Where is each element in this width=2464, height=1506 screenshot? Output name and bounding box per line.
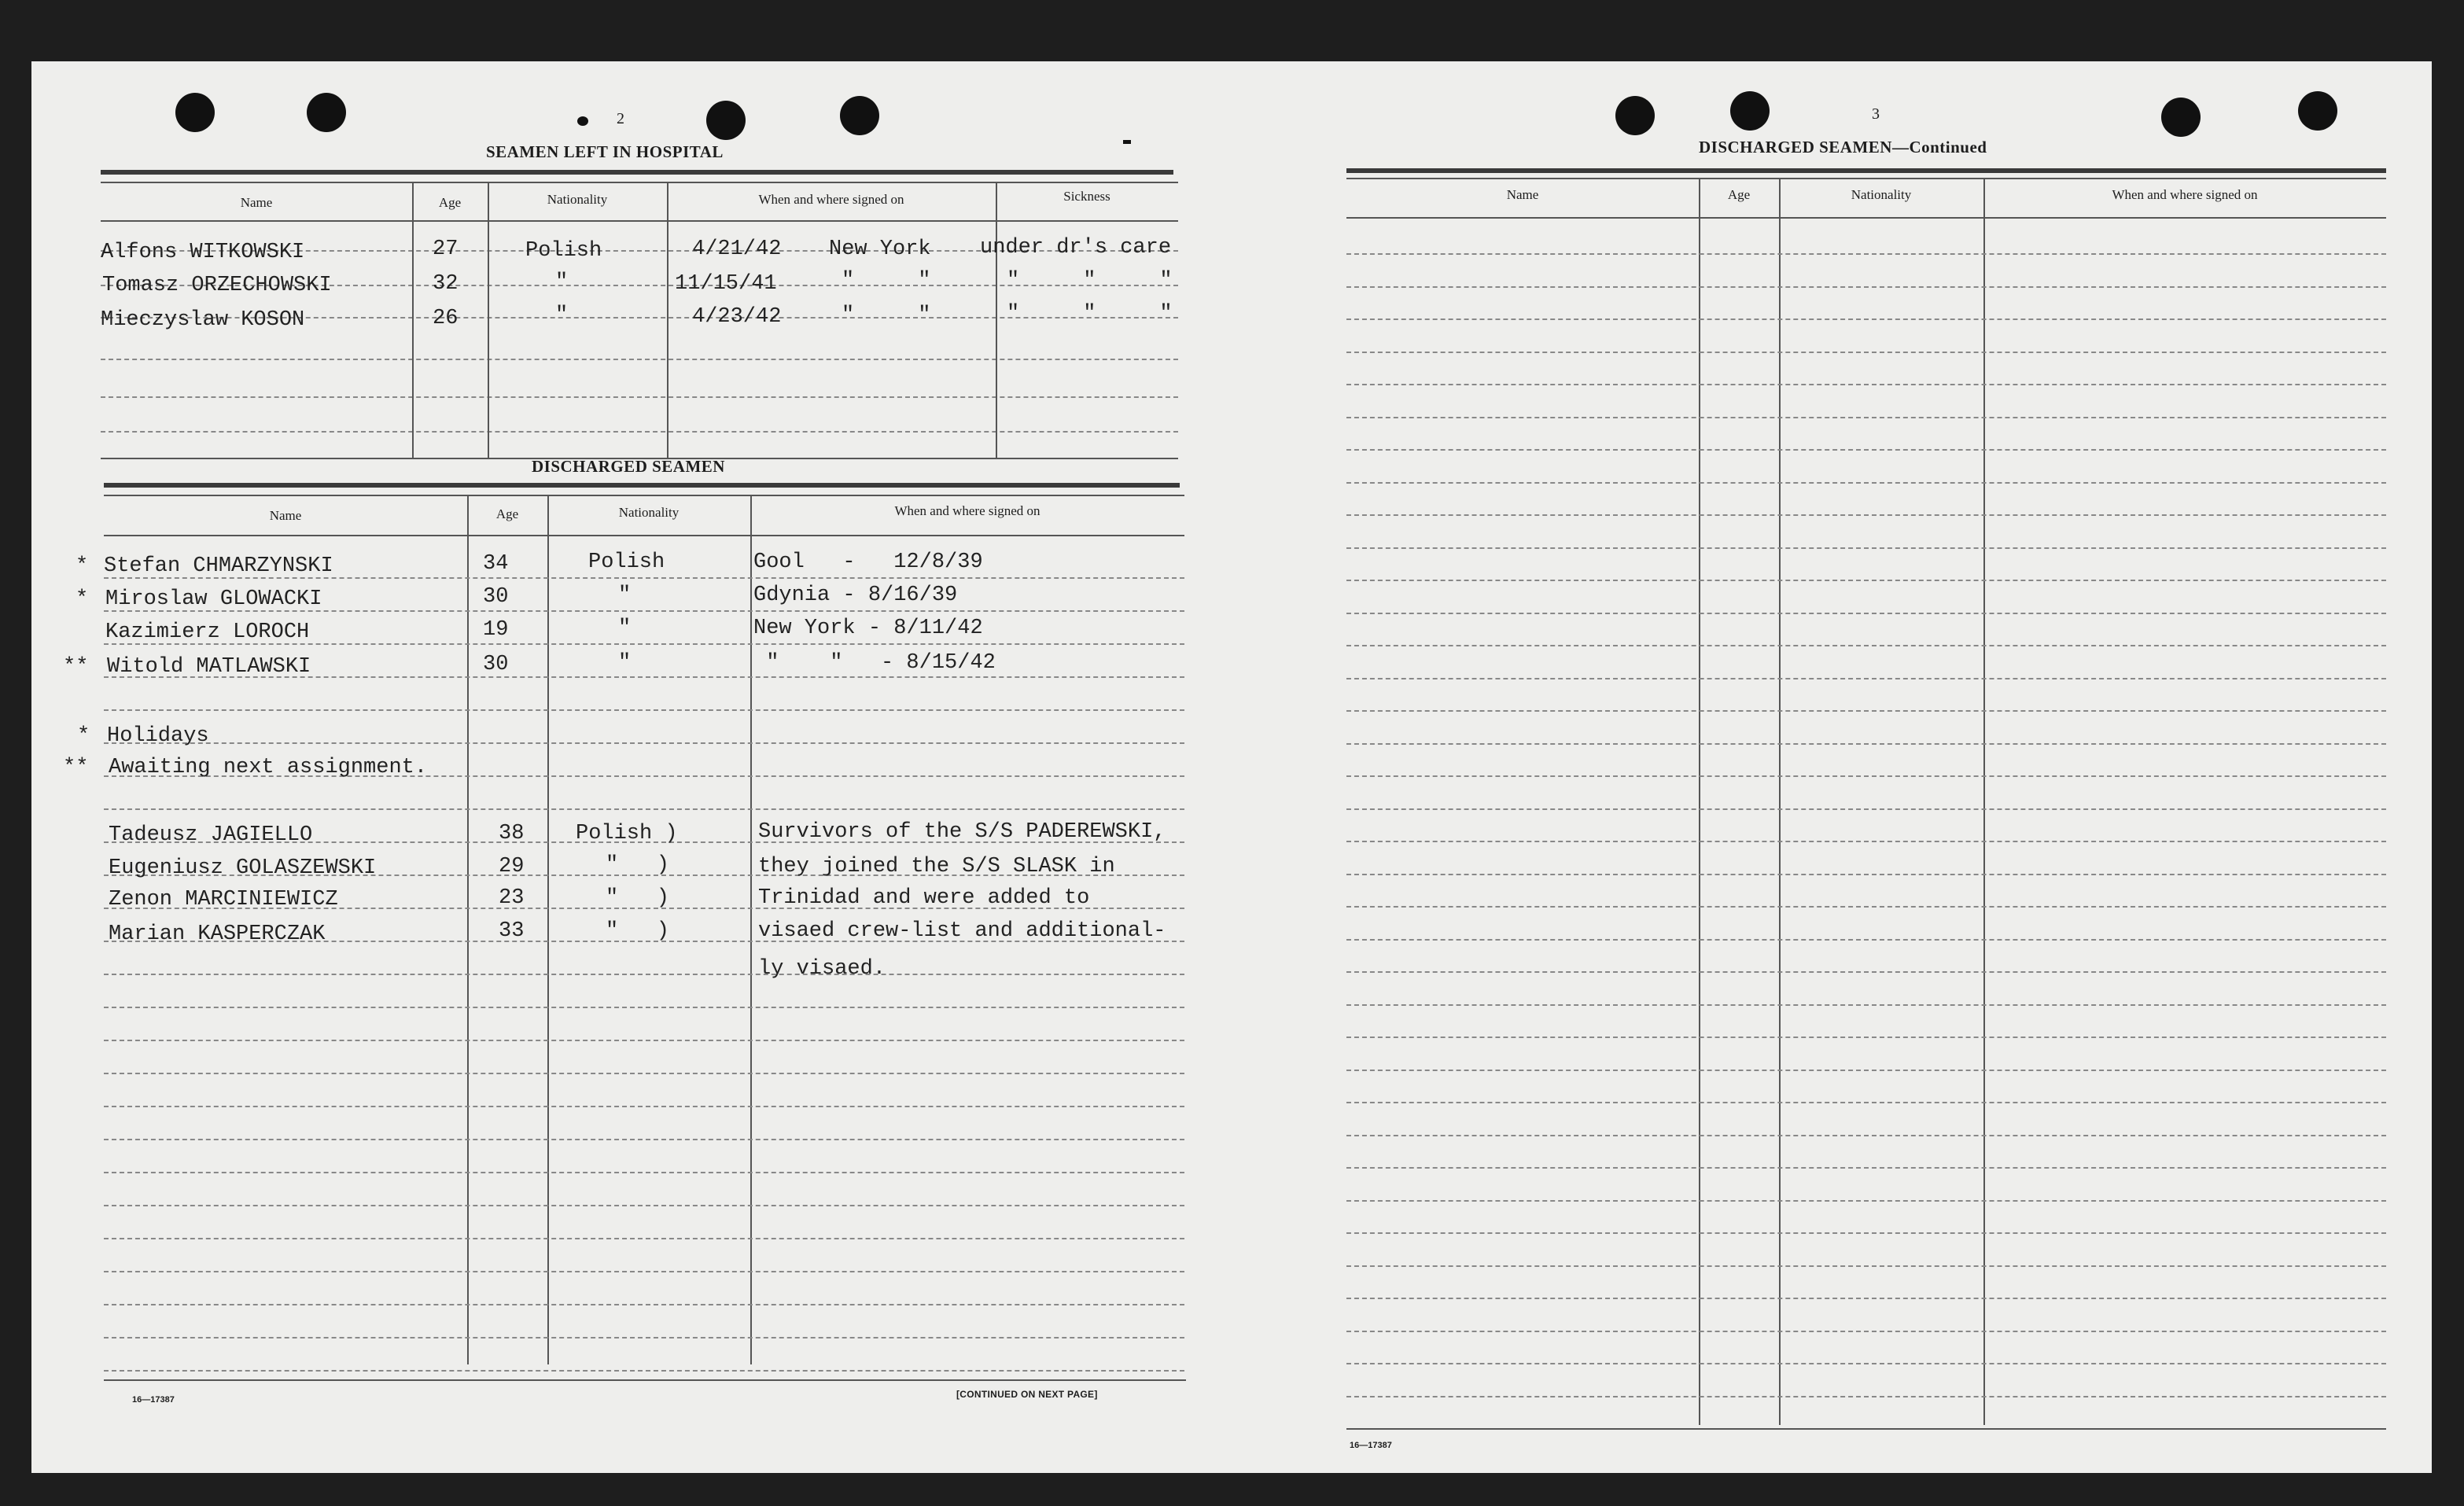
col-divider: [996, 182, 997, 459]
row-line: [1346, 971, 2386, 973]
footnote-mark: **: [63, 756, 89, 779]
hospital-age: 27: [433, 237, 459, 261]
col-divider: [488, 182, 489, 459]
row-line: [1346, 580, 2386, 581]
row-mark: *: [76, 554, 89, 578]
form-sheet: [31, 61, 2432, 1473]
discharged-signed-on: Gool - 12/8/39: [753, 550, 983, 574]
row-line: [1346, 743, 2386, 745]
row-line: [1346, 286, 2386, 288]
row-line: [101, 431, 1178, 433]
hospital-age: 26: [433, 307, 459, 330]
col-header-age: Age: [495, 506, 519, 521]
row-line: [1346, 906, 2386, 908]
row-line: [1346, 874, 2386, 875]
table-rule: [104, 535, 1184, 536]
hospital-sickness: under dr's care: [980, 236, 1172, 260]
col-header-signed-on: When and where signed on: [758, 192, 904, 207]
row-line: [104, 1304, 1184, 1305]
col-divider: [1779, 178, 1781, 1425]
table-top-rule: [1346, 168, 2386, 173]
hospital-nationality: ": [555, 304, 569, 327]
punch-hole: [1615, 96, 1655, 135]
hospital-place: New York: [829, 237, 931, 261]
col-header-age: Age: [1727, 187, 1751, 202]
col-divider: [750, 495, 752, 1364]
col-header-signed-on: When and where signed on: [894, 503, 1040, 518]
row-line: [101, 396, 1178, 398]
discharged-name: Stefan CHMARZYNSKI: [104, 554, 333, 578]
page-number: 2: [617, 110, 624, 127]
survivor-remark: Survivors of the S/S PADEREWSKI,: [758, 820, 1166, 844]
table-top-rule: [104, 483, 1180, 488]
survivor-nationality: " ): [606, 886, 670, 910]
punch-hole: [706, 101, 746, 140]
col-divider: [667, 182, 668, 459]
discharged-name: Kazimierz LOROCH: [105, 620, 310, 644]
punch-hole: [1730, 91, 1770, 131]
row-line: [1346, 449, 2386, 451]
ink-speck: [577, 116, 588, 126]
row-line: [1346, 1265, 2386, 1267]
row-line: [1346, 775, 2386, 777]
hospital-section-title: SEAMEN LEFT IN HOSPITAL: [486, 142, 724, 161]
table-bottom-rule: [1346, 1428, 2386, 1430]
discharged-signed-on: Gdynia - 8/16/39: [753, 584, 958, 607]
col-divider: [412, 182, 414, 459]
punch-hole: [840, 96, 879, 135]
hospital-name: Mieczyslaw KOSON: [101, 308, 305, 332]
row-mark: *: [76, 587, 89, 611]
row-line: [101, 359, 1178, 360]
survivor-name: Marian KASPERCZAK: [109, 922, 326, 946]
footnote-text: Holidays: [107, 724, 209, 748]
table-top-rule: [101, 170, 1173, 175]
row-line: [1346, 1167, 2386, 1169]
table-rule: [101, 220, 1178, 222]
hospital-sickness: " " ": [1007, 269, 1173, 293]
col-divider: [467, 495, 469, 1364]
row-line: [104, 1139, 1184, 1140]
row-line: [1346, 547, 2386, 549]
survivor-age: 33: [499, 919, 525, 943]
discharged-nationality: ": [618, 617, 632, 640]
hospital-name: Alfons WITKOWSKI: [101, 241, 305, 264]
row-line: [104, 1205, 1184, 1206]
hospital-nationality: Polish: [525, 239, 602, 263]
row-line: [1346, 1363, 2386, 1364]
col-divider: [1699, 178, 1700, 1425]
hospital-date: 11/15/41: [675, 272, 777, 296]
footnote-mark: *: [77, 724, 90, 748]
row-line: [1346, 319, 2386, 320]
punch-hole: [307, 93, 346, 132]
punch-hole: [2161, 98, 2201, 137]
survivor-name: Tadeusz JAGIELLO: [109, 823, 313, 847]
row-line: [1346, 1331, 2386, 1332]
row-line: [1346, 482, 2386, 484]
row-line: [1346, 1102, 2386, 1103]
footnote-text: Awaiting next assignment.: [109, 756, 428, 779]
row-line: [1346, 1070, 2386, 1071]
punch-hole: [2298, 91, 2337, 131]
hospital-name: Tomasz ORZECHOWSKI: [102, 274, 332, 297]
row-line: [1346, 1004, 2386, 1006]
hospital-sickness: " " ": [1007, 302, 1173, 326]
row-line: [104, 1238, 1184, 1239]
table-rule: [1346, 217, 2386, 219]
row-line: [1346, 1396, 2386, 1397]
row-line: [1346, 841, 2386, 842]
table-rule: [1346, 178, 2386, 179]
row-line: [104, 1337, 1184, 1338]
hospital-date: 4/23/42: [692, 305, 782, 329]
survivor-nationality: " ): [606, 919, 670, 943]
survivor-name: Zenon MARCINIEWICZ: [109, 888, 338, 911]
row-line: [104, 1172, 1184, 1173]
hospital-place: " ": [842, 269, 931, 293]
hospital-nationality: ": [555, 271, 569, 294]
table-bottom-rule: [104, 1379, 1186, 1381]
survivor-remark: visaed crew-list and additional-: [758, 919, 1166, 943]
col-header-name: Name: [240, 195, 273, 210]
row-line: [104, 709, 1184, 711]
survivor-remark: they joined the S/S SLASK in: [758, 855, 1115, 878]
discharged-name: Witold MATLAWSKI: [107, 655, 311, 679]
title-suffix: —Continued: [1891, 138, 1987, 156]
table-rule: [104, 495, 1184, 496]
row-line: [1346, 1232, 2386, 1234]
discharged-nationality: ": [618, 651, 632, 675]
row-line: [104, 1106, 1184, 1107]
title-main: DISCHARGED SEAMEN: [1699, 138, 1892, 156]
page-number: 3: [1872, 105, 1880, 123]
row-line: [104, 1040, 1184, 1041]
discharged-age: 34: [483, 552, 509, 576]
survivor-age: 38: [499, 822, 525, 845]
col-header-name: Name: [1506, 187, 1539, 202]
row-line: [104, 974, 1184, 975]
hospital-age: 32: [433, 272, 459, 296]
survivor-nationality: Polish ): [576, 822, 678, 845]
hospital-place: " ": [842, 304, 931, 327]
row-line: [1346, 939, 2386, 941]
survivor-age: 23: [499, 886, 525, 910]
punch-hole: [175, 93, 215, 132]
row-line: [104, 1271, 1184, 1272]
row-line: [1346, 352, 2386, 353]
discharged-continued-title: [1699, 138, 1987, 157]
ink-speck: [1123, 140, 1131, 144]
row-line: [1346, 417, 2386, 418]
col-header-nationality: Nationality: [618, 505, 680, 520]
row-line: [1346, 808, 2386, 810]
discharged-nationality: Polish: [588, 550, 665, 574]
table-rule: [101, 182, 1178, 183]
row-line: [1346, 1200, 2386, 1202]
row-line: [1346, 253, 2386, 255]
discharged-age: 30: [483, 585, 509, 609]
row-line: [104, 1073, 1184, 1074]
discharged-section-title: DISCHARGED SEAMEN: [532, 457, 725, 476]
row-line: [1346, 384, 2386, 385]
survivor-remark: Trinidad and were added to: [758, 886, 1090, 910]
left-page: [31, 61, 1232, 1473]
right-page: [1232, 61, 2432, 1473]
survivor-nationality: " ): [606, 853, 670, 877]
row-line: [104, 1007, 1184, 1008]
col-header-nationality: Nationality: [1851, 187, 1912, 202]
col-header-nationality: Nationality: [547, 192, 608, 207]
col-header-age: Age: [438, 195, 462, 210]
col-header-sickness: Sickness: [1063, 189, 1110, 204]
form-number: 16—17387: [1350, 1441, 1392, 1450]
discharged-age: 30: [483, 653, 509, 676]
continued-note: [CONTINUED ON NEXT PAGE]: [956, 1389, 1098, 1400]
discharged-age: 19: [483, 618, 509, 642]
col-divider: [547, 495, 549, 1364]
discharged-signed-on: New York - 8/11/42: [753, 617, 983, 640]
hospital-date: 4/21/42: [692, 237, 782, 261]
col-header-signed-on: When and where signed on: [2112, 187, 2258, 202]
discharged-nationality: ": [618, 584, 632, 607]
survivor-age: 29: [499, 855, 525, 878]
row-line: [1346, 1298, 2386, 1299]
col-header-name: Name: [269, 508, 302, 523]
row-line: [104, 742, 1184, 744]
row-line: [104, 808, 1184, 810]
row-line: [1346, 1037, 2386, 1038]
row-line: [1346, 710, 2386, 712]
row-line: [1346, 514, 2386, 516]
form-number: 16—17387: [132, 1395, 175, 1405]
discharged-signed-on: " " - 8/15/42: [753, 651, 996, 675]
row-line: [1346, 678, 2386, 679]
survivor-name: Eugeniusz GOLASZEWSKI: [109, 856, 377, 880]
discharged-name: Miroslaw GLOWACKI: [105, 587, 322, 611]
row-line: [1346, 1135, 2386, 1136]
row-mark: **: [63, 655, 89, 679]
row-line: [1346, 645, 2386, 646]
survivor-remark: ly visaed.: [758, 957, 886, 981]
row-line: [1346, 613, 2386, 614]
col-divider: [1983, 178, 1985, 1425]
row-line: [104, 1370, 1184, 1372]
